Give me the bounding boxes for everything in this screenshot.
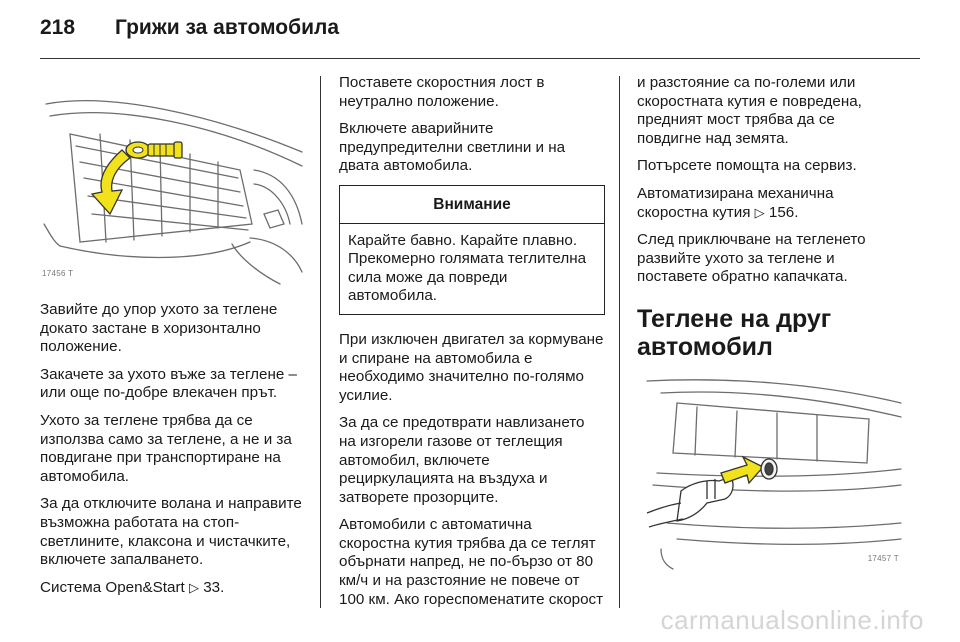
watermark: carmanualsonline.info xyxy=(660,605,924,635)
column-2 xyxy=(339,74,605,618)
column-1 xyxy=(40,74,308,606)
section-heading: Теглене на друг автомобил xyxy=(637,304,832,361)
reference-page: 33. xyxy=(203,578,225,596)
paragraph: Включете аварийните предупредителни светлини и на двата автомобила. xyxy=(339,120,566,175)
reference-arrow-icon: ▷ xyxy=(188,579,199,595)
warning-title: Внимание xyxy=(340,186,604,224)
column-divider-1 xyxy=(320,76,321,608)
reference-page: 156. xyxy=(768,203,799,221)
paragraph: Поставете скоростния лост в неутрално положение. xyxy=(339,74,545,110)
column-3 xyxy=(637,74,903,573)
figure-id: 17456 T xyxy=(42,269,74,279)
page-header xyxy=(40,16,339,50)
paragraph: След приключване на тегленето развийте ухото за теглене и поставете обратно капачката. xyxy=(637,231,866,286)
reference-arrow-icon: ▷ xyxy=(754,204,765,220)
paragraph: Автомобили с автоматична скоростна кутия трябва да се теглят обърнати напред, не по-бързо от 80 км/ч и на разстояние не повече от 100 км. Ако гореспоменатите скорост xyxy=(339,516,604,608)
reference-text: Система Open&Start xyxy=(40,578,185,596)
paragraph: и разстояние са по-големи или скоростната кутия е повредена, предният мост трябва да се повдигне над земята. xyxy=(637,74,862,147)
cross-reference[interactable] xyxy=(40,579,308,598)
header-divider xyxy=(40,58,920,59)
warning-box xyxy=(339,185,605,315)
page-number: 218 xyxy=(40,16,76,39)
page-title: Грижи за автомобила xyxy=(115,16,340,39)
reference-text: Автоматизирана механична скоростна кутия xyxy=(637,184,834,221)
paragraph: За да отключите волана и направите възможна работата на стоп-светлините, клаксона и чистачките, включете запалването. xyxy=(40,495,302,569)
cross-reference[interactable] xyxy=(637,185,903,222)
paragraph: Потърсете помощта на сервиз. xyxy=(637,157,857,175)
warning-text: Карайте бавно. Карайте плавно. Прекомерно голямата теглителна сила може да повреди автомобила. xyxy=(348,231,587,305)
paragraph: Закачете за ухото въже за теглене – или още по-добре влекачен прът. xyxy=(40,365,297,402)
figure-id: 17457 T xyxy=(867,554,899,564)
paragraph: При изключен двигател за кормуване и спиране на автомобила е необходимо значително по-голямо усилие. xyxy=(339,330,604,404)
towing-hook-image xyxy=(637,373,903,573)
column-divider-2 xyxy=(619,76,620,608)
towing-other-vehicle-illustration xyxy=(637,373,903,573)
towing-eye-illustration xyxy=(40,74,304,286)
paragraph: За да се предотврати навлизането на изгорели газове от теглещия автомобил, включете рециркулацията на въздуха и затворете прозорците. xyxy=(339,414,585,506)
towing-eye-image xyxy=(40,74,304,286)
paragraph: Ухото за теглене трябва да се използва само за теглене, а не и за повдигане при транспортиране на автомобила. xyxy=(40,411,292,485)
paragraph: Завийте до упор ухото за теглене докато застане в хоризонтално положение. xyxy=(40,301,278,356)
